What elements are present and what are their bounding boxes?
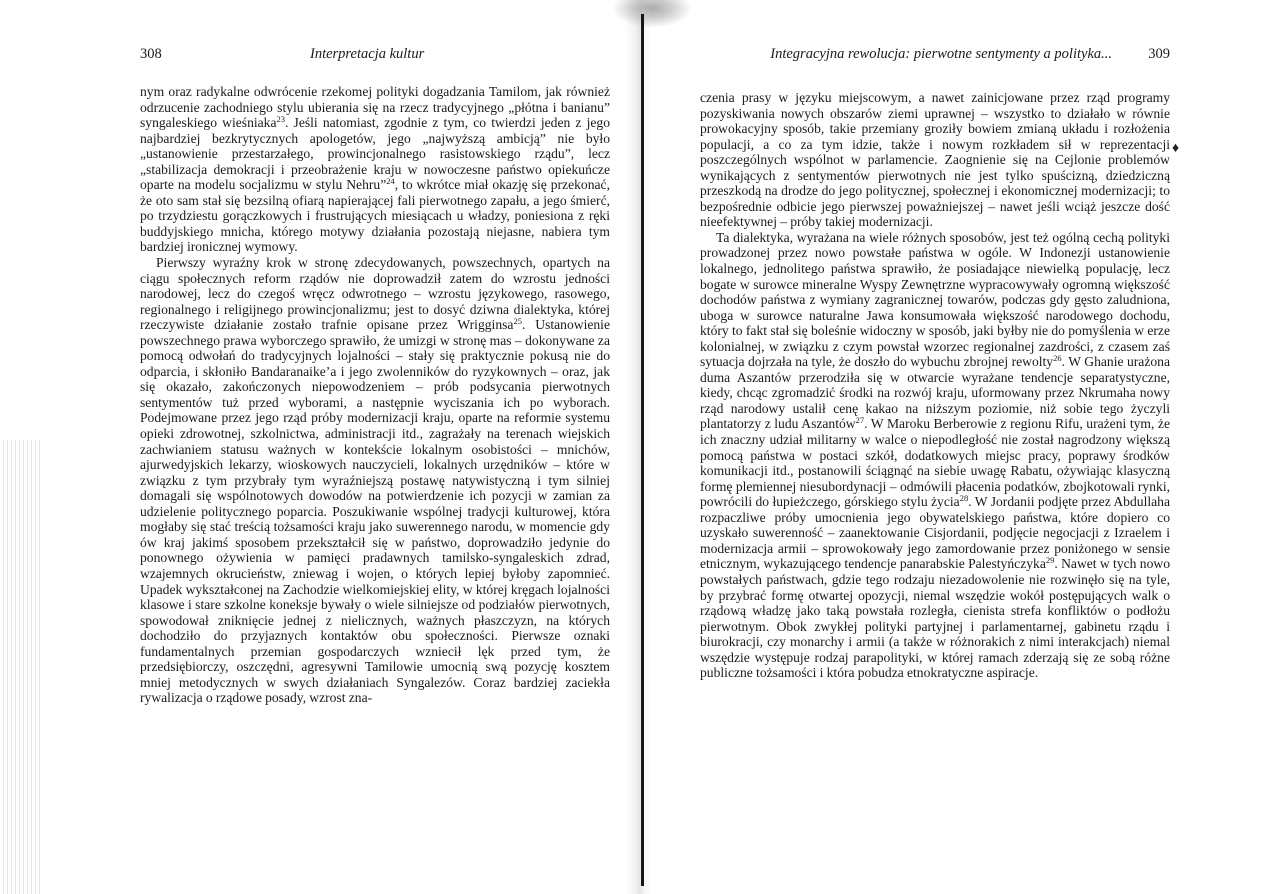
page-edge-shadow xyxy=(0,440,40,894)
spine-line xyxy=(641,14,644,886)
text-run: nym oraz radykalne odwrócenie rzekomej polityki dogadzania Tamilom, jak również odrzucenie zachodniego stylu ubierania się na rzecz tradycyjnego „płótna i banianu” syngaleskiego wieśniaka xyxy=(140,84,610,131)
binding-artifact xyxy=(612,0,692,28)
footnote-ref: 29 xyxy=(1045,555,1055,566)
footnote-ref: 24 xyxy=(386,176,395,187)
text-run: . W Jordanii podjęte przez Abdullaha rozpaczliwe próby umocnienia jego obywatelskiego państwa, które dopiero co uzyskało suwerenność – zaanektowanie Cisjordanii, podjęcie negocjacji z Izraelem i modernizacja armii – sprowokowały jego zamordowanie przez poniżonego w sensie etnicznym, wykazującego tendencje panarabskie Palestyńczyka xyxy=(700,494,1170,572)
footnote-ref: 26 xyxy=(1053,353,1062,364)
text-run: . W Maroku Berberowie z regionu Rifu, urażeni tym, że ich znaczny udział militarny w walce o niepodległość nie został nagrodzony większą pomocą państwa w postaci szkół, dodatkowych miejsc pracy, poprawy środków komunikacji itd., postanowili ściągnąć na siebie uwagę Rabatu, ożywiając klasyczną formę plemiennej niesubordynacji – odmówili płacenia podatków, zbojkotowali rynki, powrócili do łupieżczego, górskiego stylu życia xyxy=(700,416,1170,510)
footnote-ref: 23 xyxy=(276,114,286,125)
text-run: . Ustanowienie powszechnego prawa wyborczego sprawiło, że umizgi w stronę mas – dokonywane za pomocą odwołań do tradycyjnych lojalności – stały się praktycznie pokusą nie do odparcia, i skłoniło Bandaranaike’a i jego zwolenników do ryzykownych – oraz, jak się okazało, zakończonych niepowodzeniem – prób podsycania pierwotnych sentymentów tuż przed wyborami, a następnie wyciszania ich po wyborach. Podejmowane przez jego rząd próby modernizacji kraju, oparte na reformie systemu opieki zdrowotnej, szkolnictwa, administracji itd., zagrażały na terenach wiejskich zachwianiem statusu ważnych w kontekście lokalnym osobistości – mnichów, ajurwedyjskich lekarzy, wioskowych nauczycieli, lokalnych urzędników – które w związku z tym przybrały tym wyraźniejszą postawę natywistyczną i tym silniej domagali się wspólnotowych dowodów na potwierdzenie ich pozycji w zamian za udzielenie politycznego poparcia. Poszukiwanie wspólnej tradycji kulturowej, która mogłaby się stać treścią tożsamości kraju jako suwerennego narodu, w momencie gdy ów kraj jakimś sposobem przekształcił się w państwo, doprowadziło jedynie do ponownego ożywienia w pamięci pradawnych tamilsko-syngaleskich zdrad, wzajemnych okrucieństw, zniewag i wojen, o których lepiej byłoby zapomnieć. Upadek wykształconej na Zachodzie wielkomiejskiej elity, w której kręgach lojalności klasowe i stare szkolne koneksje bywały o wiele silniejsze od podziałów pierwotnych, spowodował zniknięcie jednej z nielicznych, ważnych płaszczyzn, na których dochodziło do przyjaznych kontaktów obu społeczności. Pierwsze oznaki fundamentalnych przemian gospodarczych wzniecił lęk przed tym, że przedsiębiorczy, oszczędni, agresywni Tamilowie umocnią swą pozycję kosztem mniej metodycznych w swych działaniach Syngalezów. Coraz bardziej zaciekła rywalizacja o rządowe posady, wzrost zna- xyxy=(140,317,610,706)
text-run: , to wkrótce miał okazję się przekonać, że oto sam stał się bezsilną ofiarą napierającej fali pierwotnego zapału, a jego śmierć, po trzydziestu gorączkowych i frustrujących miesiącach u władzy, poniesiona z ręki buddyjskiego mnicha, którego motywy działania pozostają niejasne, nabiera tym bardziej ironicznej wymowy. xyxy=(140,177,610,255)
left-running-head xyxy=(140,44,610,64)
page-number-left: 308 xyxy=(140,46,162,62)
text-run: czenia prasy w języku miejscowym, a nawet zainicjowane przez rząd programy pozyskiwania nowych obszarów ziemi uprawnej – wszystko to działało w równie prowokacyjny sposób, takie przemiany groziły bowiem zmianą układu i rozłożenia populacji, a co za tym idzie, także i nowym rozkładem sił w reprezentacji poszczególnych wspólnot w parlamencie. Zaognienie się na Cejlonie problemów wynikających z sentymentów pierwotnych nie jest tylko spuścizną, dziedziczną przeszkodą na drodze do jego politycznej, społecznej i ekonomicznej modernizacji; to bezpośrednie odbicie jego pierwszej poważniejszej – nawet jeśli wciąż jeszcze dość nieefektywnej – próby takiej modernizacji. xyxy=(700,90,1170,230)
text-run: Ta dialektyka, wyrażana na wiele różnych sposobów, jest też ogólną cechą polityki prowadzonej przez nowo powstałe państwa w ogóle. W Indonezji ustanowienie lokalnego, jednolitego państwa sprawiło, że posiadające niewielką populację, lecz bogate w surowce mineralne Wyspy Zewnętrzne wypracowywały ogromną większość dochodów państwa z wymiany zagranicznej towarów, podczas gdy gęsto zaludniona, uboga w surowce naturalne Jawa konsumowała większość narodowego dochodu, który to fakt stał się boleśnie widoczny w sposób, jaki byłby nie do pomyślenia w erze kolonialnej, w związku z czym powstał wzorzec regionalnej zazdrości, z czasem zaś sytuacja dojrzała na tyle, że doszło do wybuchu zbrojnej rewolty xyxy=(700,229,1170,370)
paragraph xyxy=(140,84,610,255)
text-run: . W Ghanie urażona duma Aszantów przerodziła się w otwarcie wyrażane tendencje separatystyczne, kiedy, chcąc zgromadzić środki na rozwój kraju, uformowany przez Nkrumaha nowy rząd narodowy ustalił cenę kakao na niższym poziomie, niż sobie tego życzyli plantatorzy z ludu Aszantów xyxy=(700,354,1170,432)
left-page xyxy=(140,0,610,894)
text-run: . Nawet w tych nowo powstałych państwach, gdzie tego rodzaju niezadowolenie nie rozwinęło się na tyle, by przybrać formę otwartej opozycji, niemal wszędzie wokół postępujących walk o rządową władzę jako taką powstała rozległa, cienista strefa konfliktów o podłożu pierwotnym. Obok zwykłej polityki partyjnej i parlamentarnej, gabinetu rządu i biurokracji, czy monarchy i armii (a także w różnorakich z nimi interakcjach) niemal wszędzie występuje rodzaj parapolityki, w której ramach zderzają się ze sobą różne publiczne tożsamości i która pobudza etnokratyczne aspiracje. xyxy=(700,556,1170,681)
page-number-right: 309 xyxy=(1148,46,1170,62)
running-title-left: Interpretacja kultur xyxy=(310,46,425,62)
margin-mark: ♦ xyxy=(1172,141,1180,156)
text-run: Pierwszy wyraźny krok w stronę zdecydowanych, powszechnych, opartych na ciągu społecznych reform rządów nie doprowadził zatem do wzrostu jedności narodowej, lecz do czegoś wręcz odwrotnego – wzrostu językowego, rasowego, regionalnego i religijnego prowincjonalizmu; jest to dosyć dziwna dialektyka, której rzeczywiste działanie zostało trafnie opisane przez Wrigginsa xyxy=(140,255,610,333)
paragraph xyxy=(140,255,610,706)
text-run: . Jeśli natomiast, zgodnie z tym, co twierdzi jeden z jego najbardziej bezkrytycznych apologetów, jego „najwyższą ambicją” nie było „ustanowienie przestarzałego, prowincjonalnego rasistowskiego rządu”, lecz „stabilizacja demokracji i przeobrażenie kraju w nowoczesne państwo opiekuńcze oparte na modelu socjalizmu w stylu Nehru” xyxy=(140,115,610,193)
right-running-head xyxy=(700,44,1170,64)
gutter-shadow xyxy=(625,0,651,894)
left-body-text xyxy=(140,84,610,706)
paragraph xyxy=(700,90,1170,230)
paragraph xyxy=(700,230,1170,681)
running-title-right: Integracyjna rewolucja: pierwotne sentymenty a polityka... xyxy=(770,46,1112,62)
right-page xyxy=(700,0,1180,894)
footnote-ref: 28 xyxy=(959,493,969,504)
footnote-ref: 25 xyxy=(513,316,522,327)
footnote-ref: 27 xyxy=(855,415,865,426)
right-body-text xyxy=(700,90,1170,681)
